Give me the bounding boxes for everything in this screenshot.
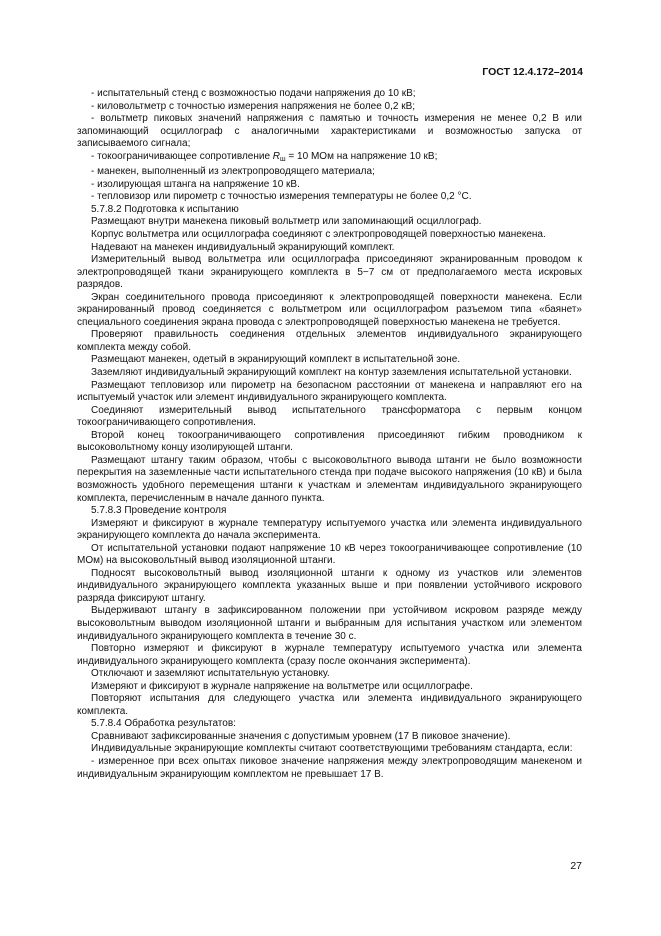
paragraph: - измеренное при всех опытах пиковое значение напряжения между электропроводящим манекеном и индивидуальным экранирующим комплектом не превышает 17 В.	[77, 755, 582, 780]
paragraph: Повторяют испытания для следующего участка или элемента индивидуального экранирующего комплекта.	[77, 693, 582, 717]
paragraph: Сравнивают зафиксированные значения с допустимым уровнем (17 В пиковое значение).	[91, 730, 511, 742]
paragraph: Размещают тепловизор или пирометр на безопасном расстоянии от манекена и направляют его на испытуемый участок или элемент индивидуального экранирующего комплекта.	[77, 379, 582, 404]
paragraph: Выдерживают штангу в зафиксированном положении при устойчивом искровом разряде между высоковольтным выводом изоляционной штанги и выбранным для испытания участком или элементом индивидуального экранирующего комплекта в течение 30 с.	[77, 605, 582, 642]
paragraph: Второй конец токоограничивающего сопротивления присоединяют гибким проводником к высоковольтному концу изолирующей штанги.	[77, 429, 582, 454]
paragraph	[77, 151, 582, 167]
paragraph: Измерительный вывод вольтметра или осциллографа присоединяют экранированным проводом к электропроводящей ткани экранирующего комплекта в 5−7 см от предполагаемого места искровых разрядов.	[77, 254, 582, 291]
paragraph: Подносят высоковольтный вывод изоляционной штанги к одному из участков или элементов индивидуального экранирующего комплекта указанных выше и при появлении устойчивого искрового разряда фиксируют штангу.	[77, 567, 582, 604]
paragraph: - киловольтметр с точностью измерения напряжения не более 0,2 кВ;	[91, 100, 416, 112]
variable-subscript: ш	[280, 155, 286, 163]
paragraph: - манекен, выполненный из электропроводящего материала;	[91, 166, 375, 178]
document-body	[77, 88, 582, 781]
paragraph: 5.7.8.4 Обработка результатов:	[91, 718, 236, 730]
paragraph: Измеряют и фиксируют в журнале напряжение на вольтметре или осциллографе.	[91, 680, 473, 692]
paragraph: Экран соединительного провода присоединяют к электропроводящей поверхности манекена. Если экранированный провод соединяется с вольтметром или осциллографом разъемом типа «баянет» специального соединения экрана провода с электропроводящей поверхностью манекена не требуется.	[77, 291, 582, 328]
paragraph: Надевают на манекен индивидуальный экранирующий комплект.	[91, 241, 395, 253]
paragraph: - изолирующая штанга на напряжение 10 кВ.	[91, 178, 300, 190]
paragraph: - вольтметр пиковых значений напряжения с памятью и точность измерения не менее 0,2 В или запоминающий осциллограф с аналогичными характеристиками и возможностью запуска от записываемого сигнала;	[77, 113, 582, 150]
paragraph: Размещают манекен, одетый в экранирующий комплект в испытательной зоне.	[91, 354, 461, 366]
paragraph: Измеряют и фиксируют в журнале температуру испытуемого участка или элемента индивидуального экранирующего комплекта до начала эксперимента.	[77, 517, 582, 542]
paragraph: Размещают штангу таким образом, чтобы с высоковольтного вывода штанги не было возможности перекрытия на заземленные части испытательного стенда при подаче высокого напряжения (10 кВ) и была возможность удобного перемещения штанги к участкам и элементам индивидуального экранирующего комплекта, перечисленным в начале данного пункта.	[77, 454, 582, 504]
paragraph: Проверяют правильность соединения отдельных элементов индивидуального экранирующего комплекта между собой.	[77, 329, 582, 353]
paragraph: Корпус вольтметра или осциллографа соединяют с электропроводящей поверхностью манекена.	[91, 229, 546, 241]
paragraph: Соединяют измерительный вывод испытательного трансформатора с первым концом токоограничивающего сопротивления.	[77, 404, 582, 429]
paragraph-text: = 10 МОм на напряжение 10 кВ;	[285, 150, 438, 162]
paragraph-text: - токоограничивающее сопротивление	[91, 150, 273, 162]
variable-symbol: R	[272, 150, 281, 162]
paragraph: - испытательный стенд с возможностью подачи напряжения до 10 кВ;	[91, 88, 416, 99]
paragraph: 5.7.8.2 Подготовка к испытанию	[91, 203, 239, 215]
paragraph: Повторно измеряют и фиксируют в журнале температуру испытуемого участка или элемента индивидуального экранирующего комплекта (сразу после окончания эксперимента).	[77, 643, 582, 667]
paragraph: - тепловизор или пирометр с точностью измерения температуры не более 0,2 °С.	[91, 191, 472, 203]
paragraph: Размещают внутри манекена пиковый вольтметр или запоминающий осциллограф.	[91, 216, 482, 228]
paragraph: Заземляют индивидуальный экранирующий комплект на контур заземления испытательной установки.	[91, 367, 572, 379]
page-number: 27	[570, 860, 582, 872]
paragraph: 5.7.8.3 Проведение контроля	[91, 505, 227, 517]
document-header: ГОСТ 12.4.172–2014	[482, 66, 583, 78]
paragraph: От испытательной установки подают напряжение 10 кВ через токоограничивающее сопротивление (10 МОм) на высоковольтный вывод изоляционной штанги.	[77, 542, 582, 567]
paragraph: Индивидуальные экранирующие комплекты считают соответствующими требованиям стандарта, если:	[91, 743, 573, 755]
paragraph: Отключают и заземляют испытательную установку.	[91, 668, 330, 680]
